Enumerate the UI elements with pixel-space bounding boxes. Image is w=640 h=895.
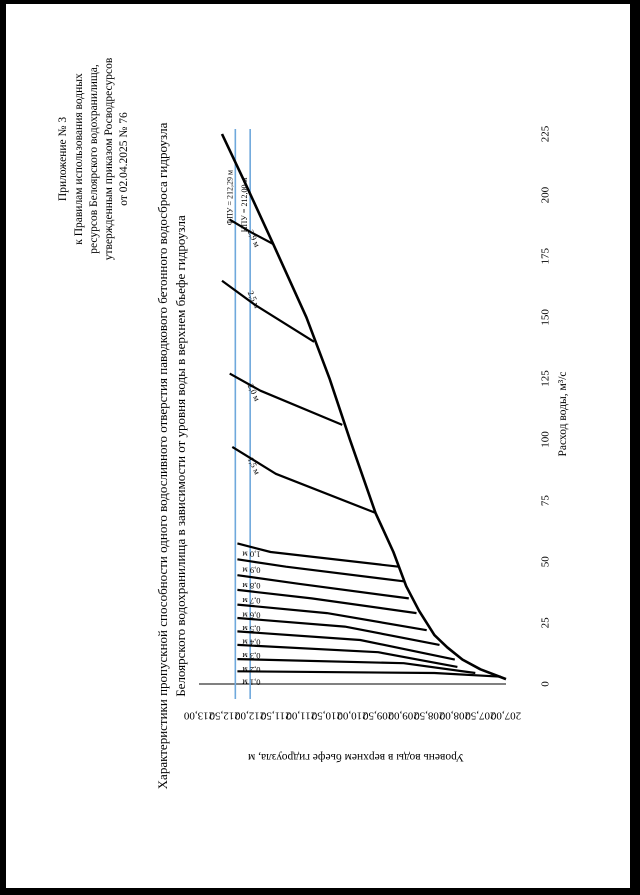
y-tick-label: 212,00 (235, 709, 266, 722)
series-curve (237, 645, 457, 667)
x-tick-label: 75 (539, 495, 552, 507)
x-tick-label: 175 (539, 247, 552, 265)
y-tick-label: 207,00 (490, 709, 522, 722)
series-curve (230, 374, 343, 425)
x-tick-label: 225 (539, 125, 552, 143)
x-tick-label: 50 (539, 556, 552, 568)
series-label: 0,1 м (242, 677, 261, 688)
series-label: 0,3 м (242, 650, 261, 661)
series-label: 1,0 м (242, 549, 261, 560)
series-label: 2,5 м (245, 289, 263, 310)
appendix-line-1: Приложение № 3 (57, 116, 69, 202)
series-label: 0,6 м (242, 610, 261, 621)
series-label: 2,9 м (245, 227, 263, 249)
reference-line-label: НПУ = 212,00 м (240, 177, 250, 233)
appendix-line-5: от 02.04.2025 № 76 (118, 112, 130, 206)
y-tick-label: 209,50 (362, 709, 394, 722)
y-tick-label: 211,00 (286, 709, 317, 722)
y-tick-label: 208,50 (414, 709, 445, 722)
series-label: 0,9 м (242, 565, 261, 576)
series-label: 0,7 м (242, 595, 261, 606)
y-tick-label: 210,50 (311, 709, 343, 722)
appendix-line-2: к Правилам использования водных (73, 73, 85, 245)
y-tick-label: 213,00 (183, 709, 215, 722)
series-label: 0,4 м (242, 637, 261, 648)
series-curve (237, 590, 416, 613)
series-label: 2,0 м (245, 381, 263, 403)
x-tick-label: 200 (539, 186, 552, 204)
appendix-line-3: ресурсов Белоярского водохранилища, (88, 64, 100, 254)
appendix-note (57, 57, 130, 260)
envelope-curve (222, 134, 506, 679)
y-tick-label: 212,50 (209, 709, 240, 722)
reference-line-label: ФПУ = 212,29 м (225, 169, 235, 226)
series-label: 0,8 м (242, 581, 261, 592)
x-tick-label: 125 (539, 370, 552, 387)
series-label: 0,5 м (242, 624, 261, 634)
series-label: 0,2 м (242, 665, 261, 676)
y-tick-label: 208,00 (439, 709, 470, 722)
appendix-line-4: утвержденным приказом Росводресурсов (103, 57, 115, 261)
x-tick-label: 100 (539, 431, 552, 448)
series-curve (237, 618, 439, 648)
x-axis-label: Расход воды, м³/с (557, 371, 569, 457)
y-tick-label: 207,50 (465, 709, 496, 722)
x-tick-label: 150 (539, 309, 552, 326)
x-tick-label: 0 (539, 681, 552, 687)
x-tick-label: 25 (539, 617, 552, 629)
y-tick-label: 210,00 (337, 709, 368, 722)
y-tick-label: 211,50 (260, 709, 291, 722)
series-label: 1,5 м (245, 455, 263, 476)
y-tick-label: 209,00 (388, 709, 419, 722)
document-page (6, 4, 630, 888)
chart-subtitle: Белоярского водохранилища в зависимости от уровня воды в верхнем бьефе гидроузла (173, 215, 188, 697)
chart-svg (6, 4, 630, 888)
chart-title: Характеристики пропускной способности одного водосливного отверстия паводкового бетонного водосброса гидроузла (155, 122, 170, 790)
plot-area (183, 125, 551, 721)
y-axis-label: Уровень воды в верхнем бьефе гидроузла, м (248, 751, 464, 763)
